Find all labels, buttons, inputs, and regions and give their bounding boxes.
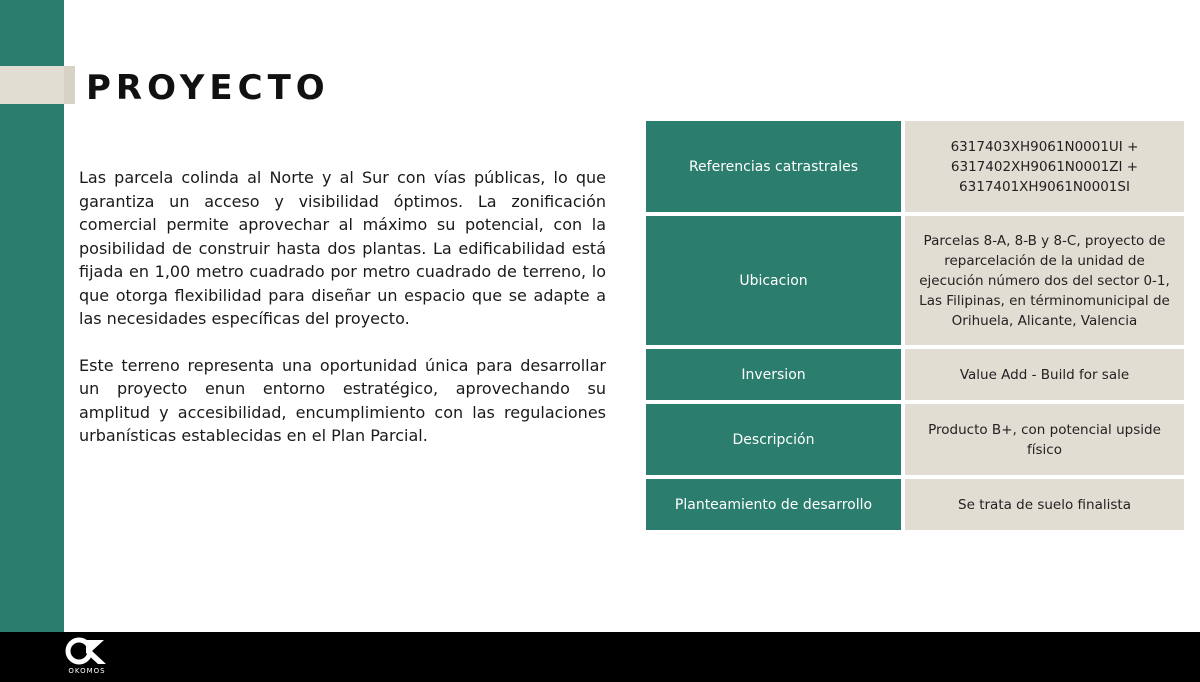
- table-row: [646, 216, 1184, 345]
- table-label: Planteamiento de desarrollo: [646, 479, 901, 530]
- table-label: Descripción: [646, 404, 901, 475]
- logo-wordmark: OKOMOS: [68, 667, 106, 675]
- description-text: [79, 166, 606, 471]
- table-value: Parcelas 8-A, 8-B y 8-C, proyecto de reparcelación de la unidad de ejecución número dos del sector 0-1, Las Filipinas, en términomunicipal de Orihuela, Alicante, Valencia: [905, 216, 1184, 345]
- table-value: Se trata de suelo finalista: [905, 479, 1184, 530]
- paragraph-2: Este terreno representa una oportunidad única para desarrollar un proyecto enun entorno estratégico, aprovechando su amplitud y accesibilidad, encumplimiento con las regulaciones urbanísticas establecidas en el Plan Parcial.: [79, 355, 606, 445]
- table-row: [646, 121, 1184, 212]
- okomos-logo-icon: [64, 636, 110, 668]
- table-label: Ubicacion: [646, 216, 901, 345]
- project-info-table: [646, 121, 1184, 534]
- table-value: Producto B+, con potencial upside físico: [905, 404, 1184, 475]
- okomos-logo: [64, 636, 110, 680]
- table-row: [646, 404, 1184, 475]
- page-title: PROYECTO: [86, 68, 330, 108]
- footer-bar: [0, 632, 1200, 682]
- table-row: [646, 349, 1184, 400]
- table-value: Value Add - Build for sale: [905, 349, 1184, 400]
- title-accent-band-edge: [64, 66, 75, 104]
- paragraph-1: Las parcela colinda al Norte y al Sur con vías públicas, lo que garantiza un acceso y visibilidad óptimos. La zonificación comercial permite aprovechar al máximo su potencial, con la posibilidad de construir hasta dos plantas. La edificabilidad está fijada en 1,00 metro cuadrado por metro cuadrado de terreno, lo que otorga flexibilidad para diseñar un espacio que se adapte a las necesidades específicas del proyecto.: [79, 168, 606, 328]
- table-row: [646, 479, 1184, 530]
- table-value: 6317403XH9061N0001UI + 6317402XH9061N0001ZI + 6317401XH9061N0001SI: [905, 121, 1184, 212]
- table-label: Referencias catrastrales: [646, 121, 901, 212]
- table-label: Inversion: [646, 349, 901, 400]
